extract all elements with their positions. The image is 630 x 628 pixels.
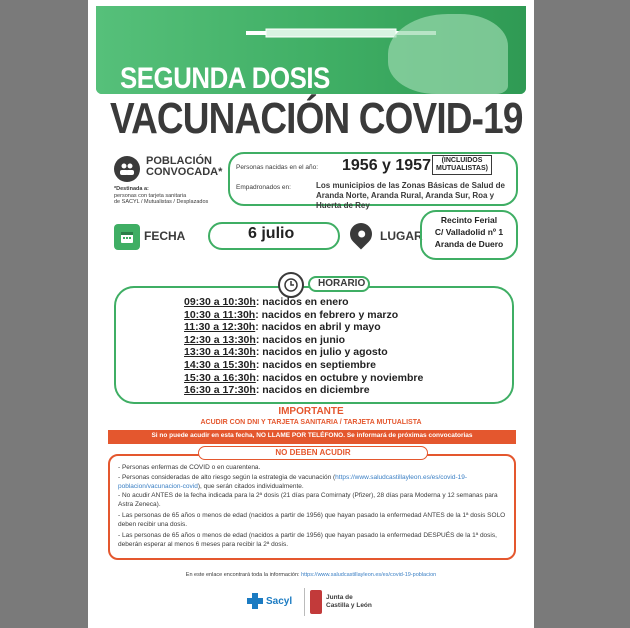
lugar-line2: C/ Valladolid nº 1: [434, 227, 504, 237]
slot-description: nacidos en septiembre: [262, 359, 377, 371]
list-item: [118, 474, 508, 491]
horario-label: HORARIO: [318, 278, 366, 289]
list-item: - No acudir ANTES de la fecha indicada para la 2ª dosis (21 días para Comirnaty (Pfizer), 28 días para Moderna y 12 semanas para Astra Zeneca).: [118, 492, 498, 508]
mutualistas-line1: (INCLUIDOS: [441, 157, 483, 164]
slot-colon: :: [255, 308, 262, 321]
slot-colon: :: [255, 333, 263, 346]
lugar-line1: Recinto Ferial: [440, 215, 498, 225]
calendar-icon: [114, 224, 140, 250]
slot-time: 10:30 a 11:30h: [184, 308, 256, 321]
slot-description: nacidos en diciembre: [262, 384, 370, 397]
slot-time: 13:30 a 14:30h: [184, 346, 256, 359]
slot-colon: :: [255, 346, 263, 359]
slot-colon: :: [255, 321, 262, 334]
vacunacion-link[interactable]: https://www.saludcastillayleon.es/es/covid-19-poblacion/vacunacion-covid: [118, 474, 468, 490]
importante-subtitle: ACUDIR CON DNI Y TARJETA SANITARIA / TARJETA MUTUALISTA: [200, 419, 422, 426]
lugar-address: [422, 214, 516, 250]
slot-time: 11:30 a 12:30h: [184, 321, 256, 334]
slot-description: nacidos en junio: [262, 333, 346, 346]
clock-icon: [278, 272, 304, 298]
lugar-label: LUGAR: [380, 229, 423, 243]
list-item-text: - Personas consideradas de alto riesgo según la estrategia de vacunación (: [118, 474, 336, 481]
warning-bar-text: Si no puede acudir en esta fecha, NO LLAME POR TELÉFONO. Se informará de próximas convocatorias: [151, 432, 473, 439]
birth-years: 1956 y 1957: [342, 157, 431, 174]
poblacion-note-line3: de SACYL / Mutualistas / Desplazados: [114, 199, 209, 205]
jcyl-logo-text: [326, 594, 372, 610]
fecha-value: 6 julio: [248, 225, 295, 242]
info-link-label: En este enlace encontrará toda la información:: [185, 572, 302, 578]
slot-description: nacidos en enero: [262, 296, 349, 308]
location-pin-icon: [345, 218, 376, 249]
lugar-line3: Aranda de Duero: [434, 239, 504, 249]
info-link[interactable]: https://www.saludcastillayleon.es/es/covid-19-poblacion: [301, 572, 437, 578]
slot-time: 14:30 a 15:30h: [184, 359, 256, 371]
slot-description: nacidos en febrero y marzo: [261, 308, 399, 321]
fecha-label: FECHA: [144, 229, 186, 243]
empadronados-label: Empadronados en:: [236, 184, 291, 191]
slot-colon: :: [255, 296, 263, 308]
slot-description: nacidos en octubre y noviembre: [262, 371, 424, 384]
horario-slot: [184, 372, 423, 384]
poblacion-note-line1: *Destinada a:: [114, 186, 149, 192]
list-item-text: ), que serán citados individualmente.: [197, 482, 304, 490]
mutualistas-line2: MUTUALISTAS): [436, 165, 488, 172]
slot-time: 12:30 a 13:30h: [184, 333, 256, 346]
poblacion-note-line2: personas con tarjeta sanitaria: [114, 192, 187, 199]
people-icon: [114, 156, 140, 182]
header-banner: [96, 6, 526, 94]
banner-title: SEGUNDA DOSIS: [120, 62, 330, 94]
sacyl-logo-text: Sacyl: [266, 596, 293, 607]
no-deben-label: NO DEBEN ACUDIR: [275, 448, 351, 457]
list-item: - Personas enfermas de COVID o en cuarentena.: [118, 464, 261, 471]
poblacion-label: [146, 156, 222, 178]
logo-divider: [304, 588, 305, 616]
list-item: - Las personas de 65 años o menos de edad (nacidos a partir de 1956) que hayan pasado la enfermedad ANTES de la 1ª dosis SOLO deben recibir una dosis.: [118, 512, 506, 528]
sacyl-logo-icon: [246, 592, 264, 610]
jcyl-line1: Junta de: [326, 594, 353, 601]
jcyl-line2: Castilla y León: [326, 602, 372, 609]
horario-slot: [184, 334, 345, 346]
slot-time: 15:30 a 16:30h: [184, 371, 256, 384]
slot-description: nacidos en julio y agosto: [262, 346, 388, 359]
glove-image: [388, 14, 508, 94]
slot-colon: :: [255, 384, 263, 397]
list-item: - Las personas de 65 años o menos de edad (nacidos a partir de 1956) que hayan pasado la enfermedad DESPUÉS de la 1ª dosis, deberán esperar al menos 6 meses para recibir la 2ª dosis.: [118, 532, 497, 548]
jcyl-crest-icon: [310, 590, 322, 614]
poblacion-label-line2: CONVOCADA*: [146, 166, 223, 178]
horario-slot: [184, 321, 381, 333]
slot-description: nacidos en abril y mayo: [261, 321, 381, 334]
slot-time: 16:30 a 17:30h: [184, 384, 256, 397]
horario-slot: [184, 346, 388, 358]
poblacion-label-line1: POBLACIÓN: [146, 155, 212, 167]
poster: [88, 0, 534, 628]
municipios-text: Los municipios de las Zonas Básicas de Salud de Aranda Norte, Aranda Rural, Aranda Sur, Roa y Huerta de Rey: [316, 181, 505, 210]
horario-slot: [184, 309, 398, 321]
slot-colon: :: [255, 371, 263, 384]
poblacion-note: [114, 186, 234, 206]
birth-year-label: Personas nacidas en el año:: [236, 164, 319, 171]
mutualistas-badge: [432, 155, 492, 175]
importante-title: IMPORTANTE: [278, 406, 344, 417]
horario-slot: [184, 359, 376, 371]
info-link-line: [88, 572, 534, 578]
horario-slot: [184, 296, 349, 308]
page-title: VACUNACIÓN COVID-19: [110, 94, 523, 143]
horario-slot: [184, 384, 370, 396]
slot-colon: :: [255, 359, 263, 371]
slot-time: 09:30 a 10:30h: [184, 296, 256, 308]
